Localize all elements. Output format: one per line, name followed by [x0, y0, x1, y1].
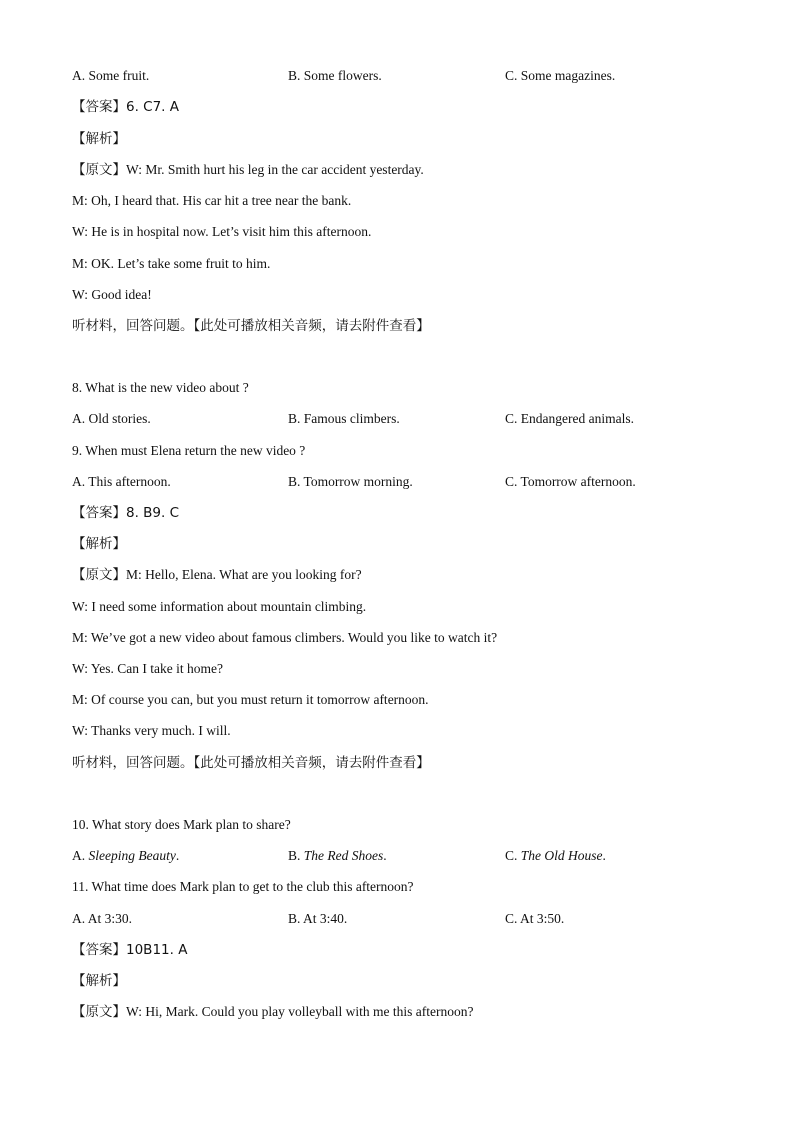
question-11: 11. What time does Mark plan to get to the club this afternoon? — [72, 879, 414, 894]
transcript-text: W: Hi, Mark. Could you play volleyball with me this afternoon? — [126, 1004, 474, 1019]
transcript-tag: 【原文】 — [72, 567, 126, 583]
story-title: The Old House — [520, 848, 603, 863]
option-c: C. Tomorrow afternoon. — [505, 474, 636, 489]
answer-line: 【答案】10B11. A — [72, 942, 188, 958]
transcript-line — [72, 161, 424, 179]
transcript-tag: 【原文】 — [72, 1004, 126, 1020]
transcript-line: M: Oh, I heard that. His car hit a tree near the bank. — [72, 193, 352, 208]
story-title: Sleeping Beauty — [88, 848, 176, 863]
option-b: B. Famous climbers. — [288, 411, 400, 426]
question-8: 8. What is the new video about ? — [72, 380, 249, 395]
option-b: B. Some flowers. — [288, 68, 382, 83]
option-b: B. Tomorrow morning. — [288, 474, 413, 489]
analysis-heading: 【解析】 — [72, 973, 126, 989]
transcript-line: W: I need some information about mountain climbing. — [72, 599, 367, 614]
option-a: A. Old stories. — [72, 411, 151, 426]
option-a: A. This afternoon. — [72, 474, 171, 489]
option-b — [288, 847, 387, 865]
option-c: C. Endangered animals. — [505, 411, 634, 426]
option-suffix: . — [175, 848, 180, 863]
story-title: The Red Shoes — [303, 848, 384, 863]
answer-line: 【答案】6. C7. A — [72, 99, 180, 115]
option-prefix: C. — [505, 848, 521, 863]
option-b: B. At 3:40. — [288, 911, 348, 926]
transcript-line: W: Thanks very much. I will. — [72, 723, 231, 738]
transcript-line: M: OK. Let’s take some fruit to him. — [72, 256, 271, 271]
transcript-line: W: Yes. Can I take it home? — [72, 661, 223, 676]
transcript-line: M: We’ve got a new video about famous climbers. Would you like to watch it? — [72, 630, 498, 645]
transcript-text: W: Mr. Smith hurt his leg in the car accident yesterday. — [126, 162, 424, 177]
option-c: C. At 3:50. — [505, 911, 565, 926]
question-9: 9. When must Elena return the new video ? — [72, 443, 306, 458]
question-10: 10. What story does Mark plan to share? — [72, 817, 291, 832]
transcript-line — [72, 1003, 473, 1021]
analysis-heading: 【解析】 — [72, 131, 126, 147]
option-prefix: B. — [288, 848, 304, 863]
transcript-text: M: Hello, Elena. What are you looking for? — [126, 567, 362, 582]
transcript-line: W: He is in hospital now. Let’s visit him this afternoon. — [72, 224, 372, 239]
option-suffix: . — [602, 848, 606, 863]
listening-instruction: 听材料，回答问题。【此处可播放相关音频，请去附件查看】 — [72, 318, 430, 334]
option-suffix: . — [383, 848, 387, 863]
transcript-tag: 【原文】 — [72, 162, 126, 178]
analysis-heading: 【解析】 — [72, 536, 126, 552]
transcript-line: W: Good idea! — [72, 287, 152, 302]
option-prefix: A. — [72, 848, 89, 863]
option-a: A. Some fruit. — [72, 68, 150, 83]
option-a — [72, 847, 179, 865]
answer-line: 【答案】8. B9. C — [72, 505, 180, 521]
option-c: C. Some magazines. — [505, 68, 616, 83]
listening-instruction: 听材料，回答问题。【此处可播放相关音频，请去附件查看】 — [72, 755, 430, 771]
transcript-line — [72, 566, 362, 584]
option-c — [505, 847, 606, 865]
transcript-line: M: Of course you can, but you must return it tomorrow afternoon. — [72, 692, 429, 707]
option-a: A. At 3:30. — [72, 911, 133, 926]
